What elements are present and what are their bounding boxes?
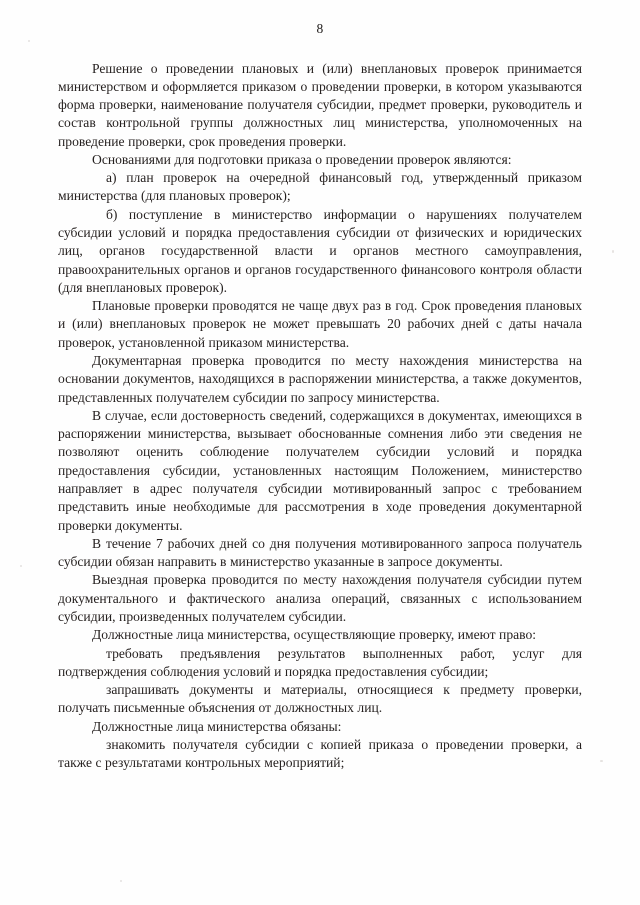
paragraph: Плановые проверки проводятся не чаще двух раз в год. Срок проведения плановых и (или) внеплановых проверок не может превышать 20 рабочих дней с даты начала проверок, установленной приказом министерства.	[58, 298, 582, 350]
document-body	[58, 60, 582, 773]
paragraph: Документарная проверка проводится по месту нахождения министерства на основании документов, находящихся в распоряжении министерства, а также документов, представленных получателем субсидии по запросу министерства.	[58, 353, 582, 405]
scan-artifact	[28, 40, 30, 42]
paragraph: Основаниями для подготовки приказа о проведении проверок являются:	[92, 151, 512, 167]
paragraph: В случае, если достоверность сведений, содержащихся в документах, имеющихся в распоряжении министерства, вызывает обоснованные сомнения либо эти сведения не позволяют оценить соблюдение получателем субсидии условий и порядка предоставления субсидии, установленных настоящим Положением, министерство направляет в адрес получателя субсидии мотивированный запрос с требованием представить иные необходимые для рассмотрения в ходе проведения документарной проверки документы.	[58, 407, 582, 533]
paragraph: В течение 7 рабочих дней со дня получения мотивированного запроса получатель субсидии обязан направить в министерство указанные в запросе документы.	[58, 535, 582, 570]
paragraph: Решение о проведении плановых и (или) внеплановых проверок принимается министерством и оформляется приказом о проведении проверки, в котором указываются форма проверки, наименование получателя субсидии, предмет проверки, руководитель и состав контрольной группы должностных лиц министерства, уполномоченных на проведение проверки, срок проведения проверки.	[58, 60, 582, 149]
paragraph-list-item-b: б) поступление в министерство информации о нарушениях получателем субсидии условий и порядка предоставления субсидии от физических и юридических лиц, органов государственной власти и органов местного самоуправления, правоохранительных органов и органов государственного финансового контроля области (для внеплановых проверок).	[58, 206, 582, 295]
scan-artifact	[612, 250, 614, 253]
paragraph-list-item: знакомить получателя субсидии с копией приказа о проведении проверки, а также с результатами контрольных мероприятий;	[58, 736, 582, 771]
paragraph-list-item: запрашивать документы и материалы, относящиеся к предмету проверки, получать письменные объяснения от должностных лиц.	[58, 682, 582, 716]
paragraph-list-item: требовать предъявления результатов выполненных работ, услуг для подтверждения соблюдения условий и порядка предоставления субсидии;	[58, 645, 582, 679]
page-number: 8	[316, 21, 324, 36]
paragraph: Выездная проверка проводится по месту нахождения получателя субсидии путем документального и фактического анализа операций, связанных с использованием субсидии, произведенных получателем субсидии.	[58, 572, 582, 624]
scan-artifact	[600, 760, 603, 762]
paragraph: Должностные лица министерства обязаны:	[92, 718, 342, 734]
paragraph-list-item-a: а) план проверок на очередной финансовый год, утвержденный приказом министерства (для плановых проверок);	[58, 170, 582, 204]
paragraph: Должностные лица министерства, осуществляющие проверку, имеют право:	[92, 627, 537, 643]
scan-artifact	[20, 565, 22, 567]
scan-artifact	[120, 880, 122, 882]
